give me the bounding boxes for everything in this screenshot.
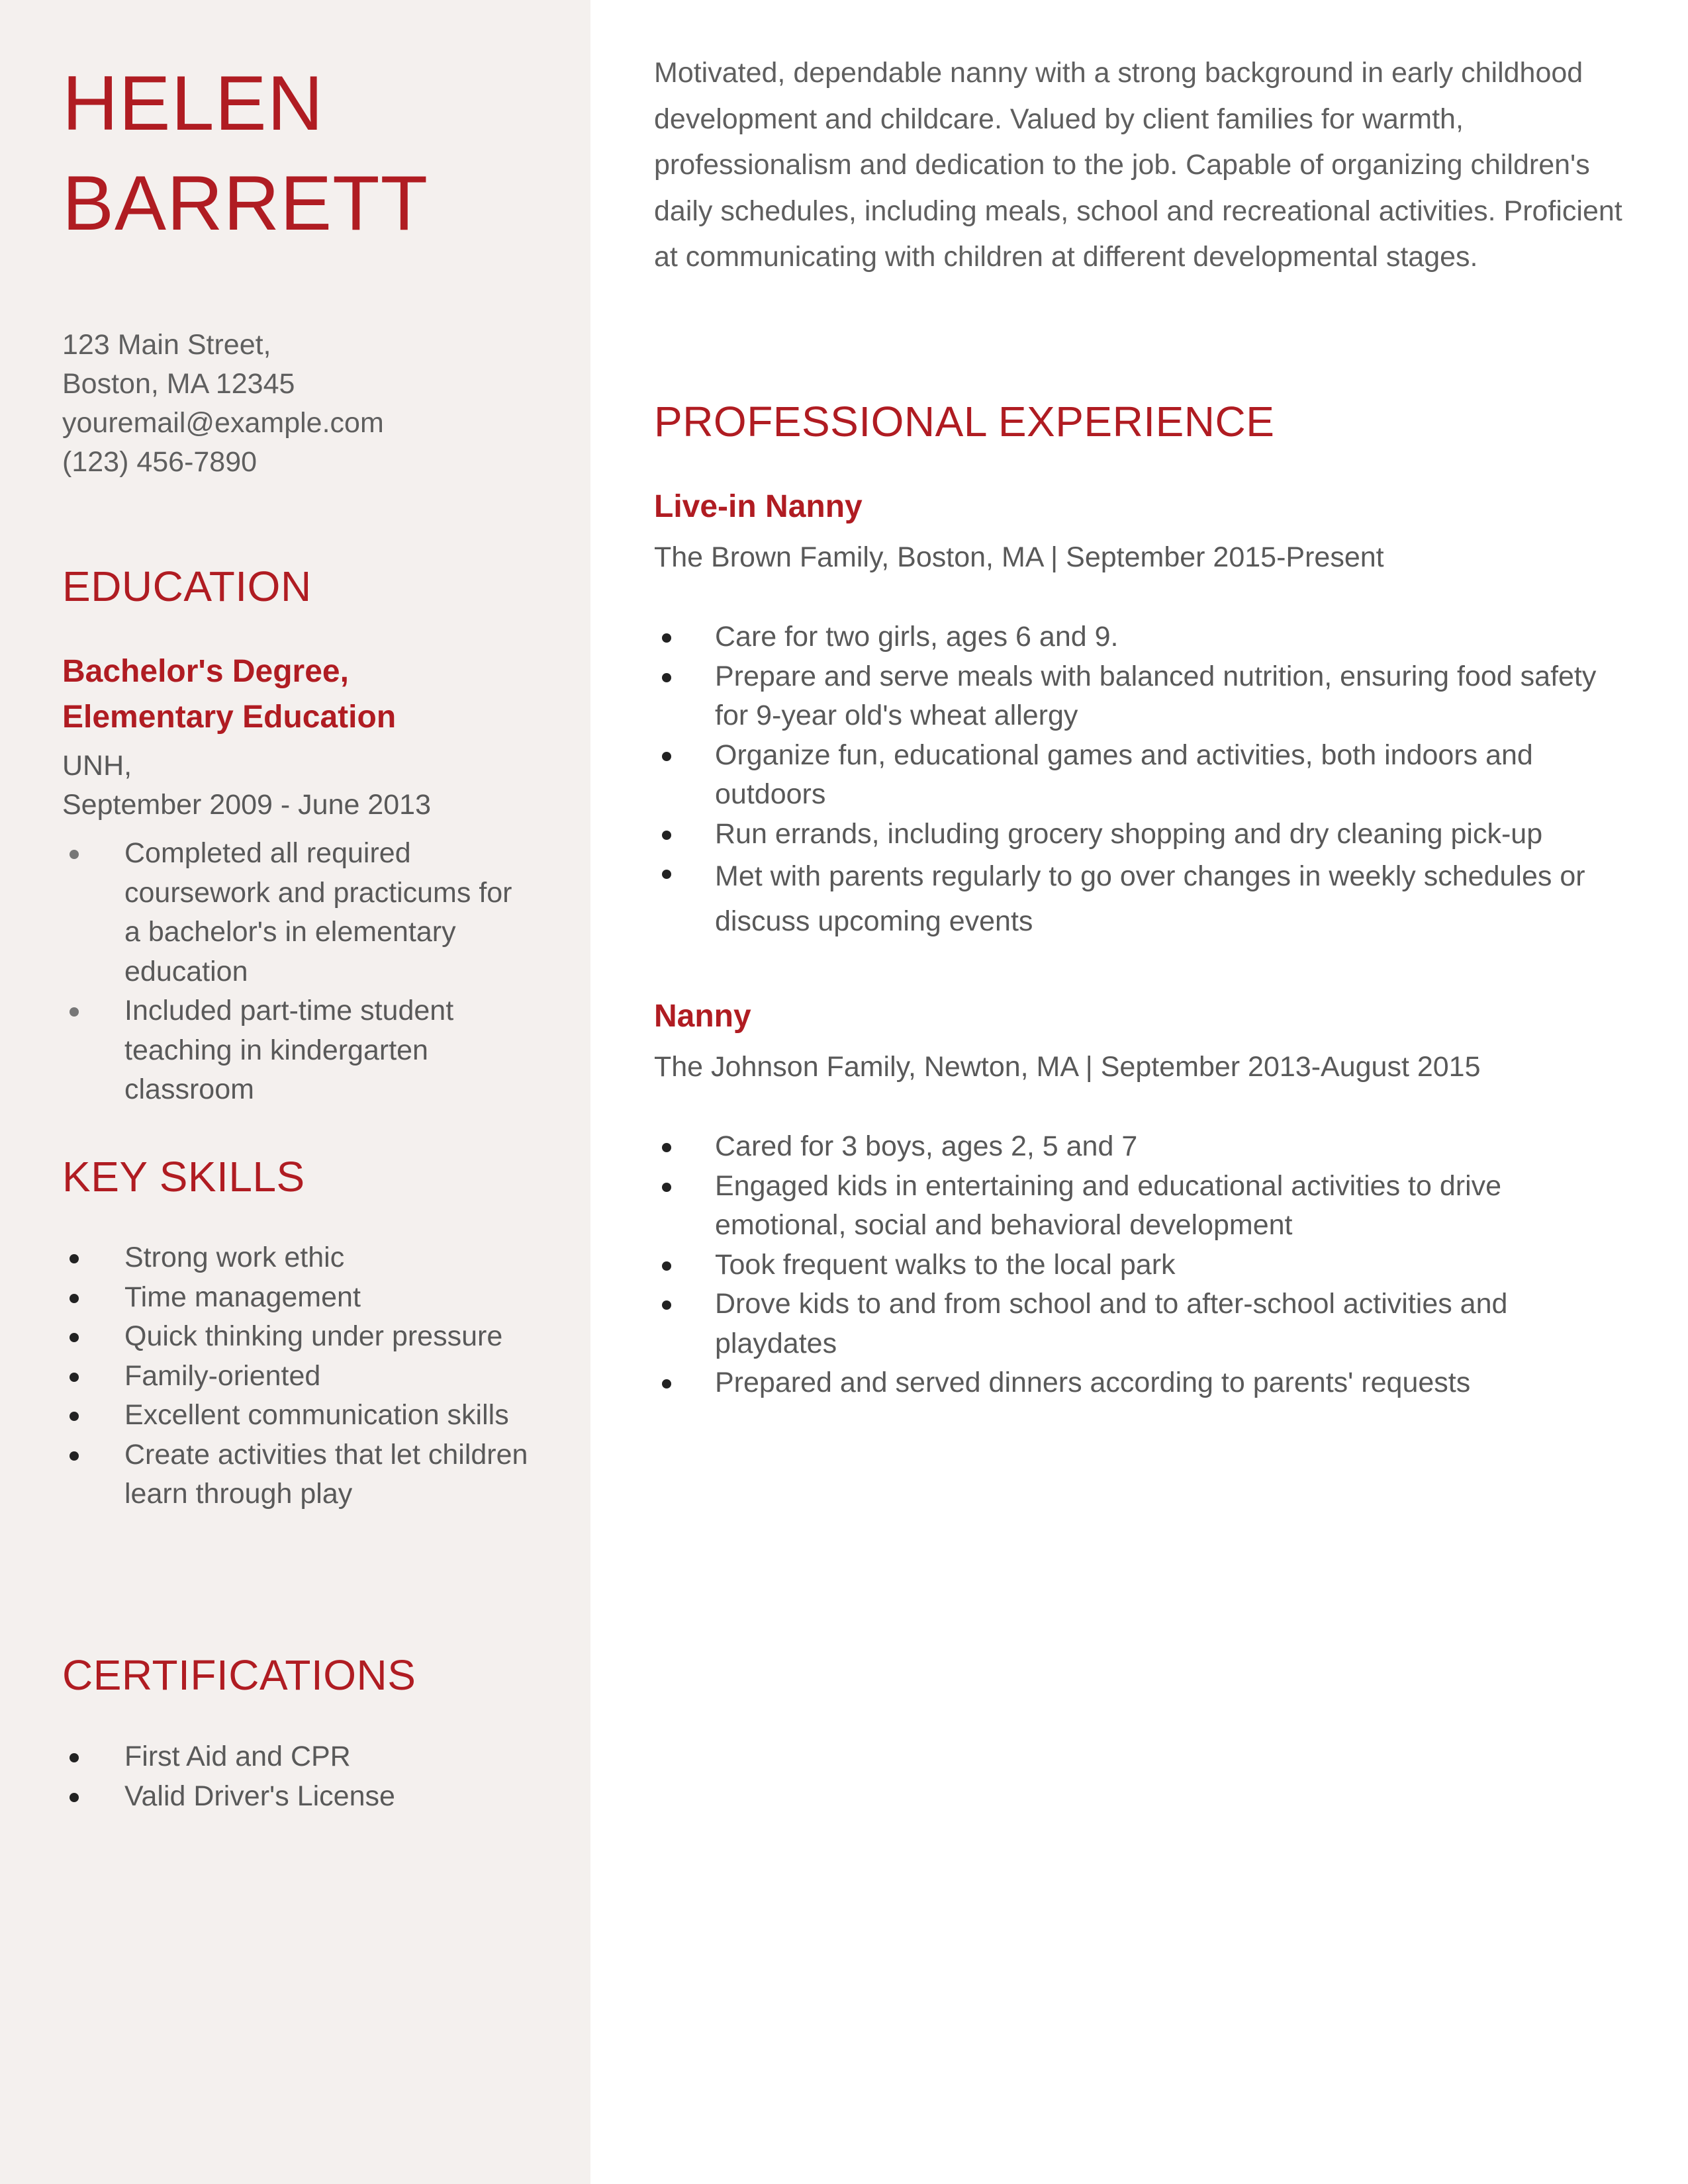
job-2-bullets [654, 1127, 1594, 1403]
contact-block [62, 326, 565, 482]
job-title-2: Nanny [654, 999, 751, 1034]
contact-street: 123 Main Street, [62, 329, 271, 361]
list-item: Time management [62, 1278, 552, 1318]
list-item: Included part-time student teaching in kindergarten classroom [62, 991, 526, 1110]
degree-line-1: Bachelor's Degree, [62, 654, 349, 689]
list-item: Engaged kids in entertaining and educational activities to drive emotional, social and behavioral development [654, 1167, 1594, 1246]
degree-title [62, 649, 565, 740]
main-content [654, 0, 1627, 2184]
list-item: Excellent communication skills [62, 1396, 552, 1435]
professional-summary: Motivated, dependable nanny with a strong background in early childhood development and childcare. Valued by client families for warmth, professionalism and dedication to the job. Capable of organizing children's daily schedules, including meals, school and recreational activities. Proficient at communicating with children at different developmental stages. [654, 57, 1622, 273]
job-meta-1: The Brown Family, Boston, MA | September 2015-Present [654, 541, 1384, 573]
school-name: UNH, [62, 750, 132, 782]
list-item: Quick thinking under pressure [62, 1317, 552, 1357]
certifications-heading: CERTIFICATIONS [62, 1651, 416, 1699]
list-item: Cared for 3 boys, ages 2, 5 and 7 [654, 1127, 1594, 1167]
list-item: Family-oriented [62, 1357, 552, 1396]
school-info [62, 747, 565, 825]
contact-phone: (123) 456-7890 [62, 446, 258, 478]
experience-heading: PROFESSIONAL EXPERIENCE [654, 398, 1275, 445]
contact-city: Boston, MA 12345 [62, 368, 295, 400]
contact-email[interactable]: youremail@example.com [62, 407, 384, 439]
list-item: Took frequent walks to the local park [654, 1246, 1594, 1285]
list-item: Organize fun, educational games and activities, both indoors and outdoors [654, 736, 1627, 815]
list-item: Prepared and served dinners according to parents' requests [654, 1363, 1594, 1403]
last-name: BARRETT [62, 159, 429, 246]
list-item: Strong work ethic [62, 1238, 552, 1278]
degree-line-2: Elementary Education [62, 700, 397, 735]
job-meta-2: The Johnson Family, Newton, MA | September 2013-August 2015 [654, 1051, 1481, 1083]
first-name: HELEN [62, 60, 324, 146]
skills-heading: KEY SKILLS [62, 1153, 305, 1201]
job-1-bullets [654, 617, 1627, 944]
list-item: First Aid and CPR [62, 1737, 552, 1777]
education-heading: EDUCATION [62, 563, 312, 610]
skills-list [62, 1238, 552, 1514]
list-item: Create activities that let children learn through play [62, 1435, 552, 1514]
sidebar [0, 0, 590, 2184]
list-item: Completed all required coursework and practicums for a bachelor's in elementary education [62, 834, 526, 991]
candidate-name [62, 53, 565, 253]
list-item: Prepare and serve meals with balanced nutrition, ensuring food safety for 9-year old's wheat allergy [654, 657, 1627, 736]
list-item: Met with parents regularly to go over changes in weekly schedules or discuss upcoming events [654, 854, 1627, 944]
certifications-list [62, 1737, 552, 1816]
education-bullets [62, 834, 526, 1110]
list-item: Care for two girls, ages 6 and 9. [654, 617, 1627, 657]
list-item: Valid Driver's License [62, 1777, 552, 1817]
list-item: Run errands, including grocery shopping and dry cleaning pick-up [654, 815, 1627, 854]
education-dates: September 2009 - June 2013 [62, 789, 432, 821]
job-title-1: Live-in Nanny [654, 489, 863, 524]
list-item: Drove kids to and from school and to after-school activities and playdates [654, 1285, 1594, 1363]
